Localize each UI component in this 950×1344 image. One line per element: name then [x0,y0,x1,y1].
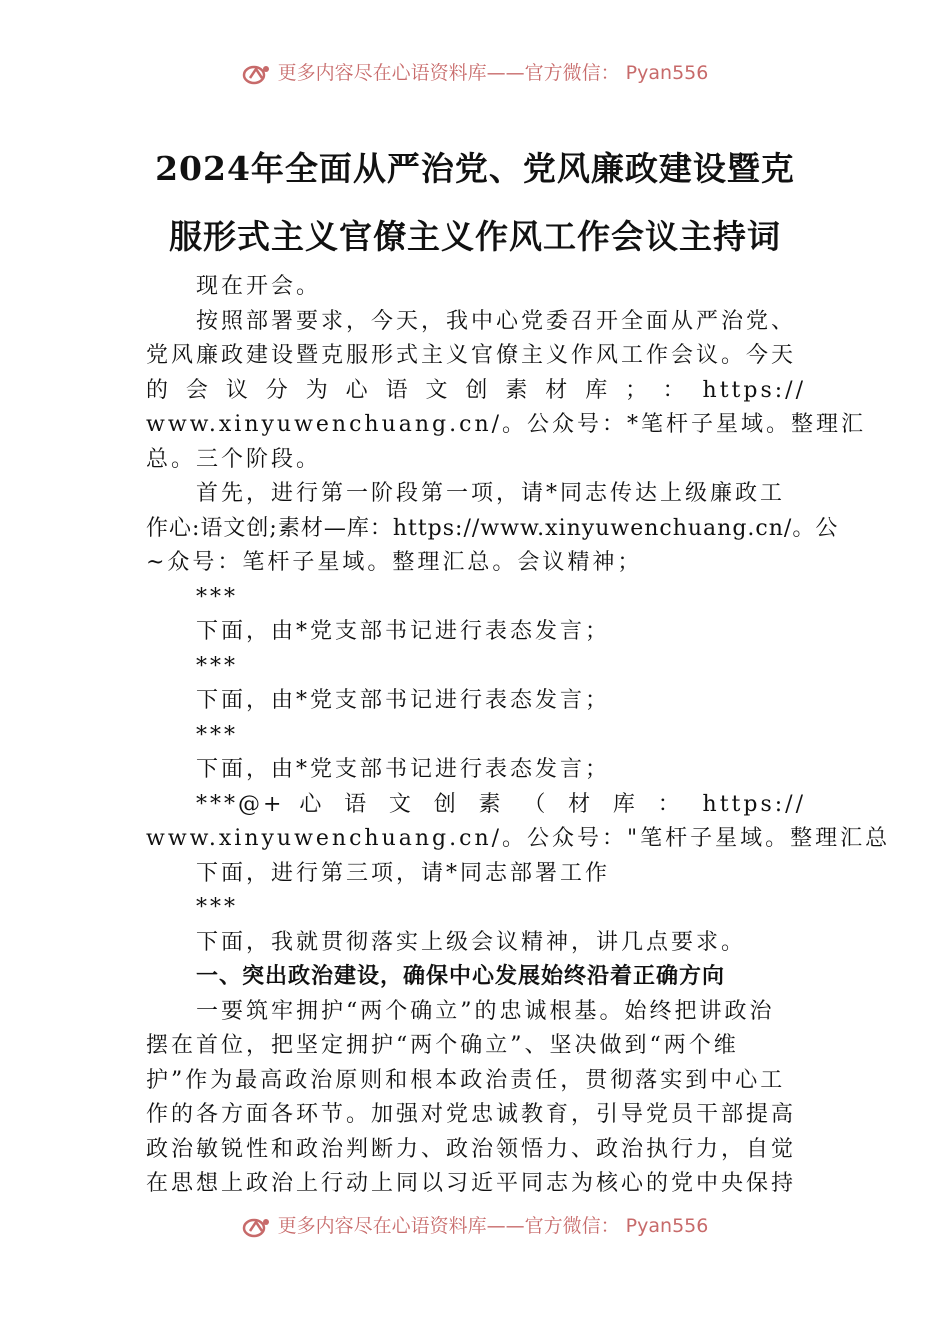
section-heading-1: 一、突出政治建设，确保中心发展始终沿着正确方向 [196,964,726,989]
paragraph-stars: *** [196,895,238,920]
paragraph-open: 现在开会。 [196,274,322,299]
text-line: 党风廉政建设暨克服形式主义官僚主义作风工作会议。今天 [146,343,797,368]
text-line: 在思想上政治上行动上同以习近平同志为核心的党中央保持 [146,1171,797,1196]
paragraph-speech: 下面，由*党支部书记进行表态发言； [196,688,611,713]
paragraph-source [146,788,891,857]
watermark-text: 更多内容尽在心语资料库——官方微信： Pyan556 [277,1215,709,1237]
paragraph-stars: *** [196,722,238,748]
paragraph-stars: *** [196,584,238,610]
document-body [146,270,891,1202]
paragraph-requirements: 下面，我就贯彻落实上级会议精神，讲几点要求。 [196,929,747,955]
text-line: www.xinyuwenchuang.cn/。公众号：*笔杆子星域。整理汇 [146,412,867,437]
logo-icon [242,1216,272,1238]
text-line: 按照部署要求，今天，我中心党委召开全面从严治党、 [196,308,797,334]
document-title-line-1: 2024年全面从严治党、党风廉政建设暨克 [155,149,795,188]
paragraph-agenda [146,305,867,478]
text-line: www.xinyuwenchuang.cn/。公众号："笔杆子星域。整理汇总 [146,826,891,851]
text-line: 护”作为最高政治原则和根本政治责任，贯彻落实到中心工 [146,1067,786,1093]
document-title-line-2: 服形式主义官僚主义作风工作会议主持词 [169,217,781,256]
paragraph-first-item [146,477,839,581]
paragraph-speech: 下面，由*党支部书记进行表态发言； [196,757,611,782]
paragraph-speech: 下面，由*党支部书记进行表态发言； [196,619,611,644]
text-line: 总。三个阶段。 [146,446,322,472]
watermark-bottom [0,1211,950,1241]
text-line: 首先，进行第一阶段第一项，请*同志传达上级廉政工 [196,481,786,506]
text-line: 作心:语文创;素材—库：https://www.xinyuwenchuang.cn/。公 [146,515,839,541]
text-line: 政治敏锐性和政治判断力、政治领悟力、政治执行力，自觉 [146,1136,797,1162]
text-line: 作的各方面各环节。加强对党忠诚教育，引导党员干部提高 [146,1102,797,1127]
watermark-top [0,58,950,88]
paragraph-stars: *** [196,653,238,679]
text-line: 一要筑牢拥护“两个确立”的忠诚根基。始终把讲政治 [196,998,775,1024]
text-line: ***@+ 心 语 文 创 素 （ 材 库 ： https:// [196,791,806,817]
text-line: 的 会 议 分 为 心 语 文 创 素 材 库 ； ： https:// [146,377,806,403]
paragraph-political-loyalty [146,995,806,1202]
text-line: 摆在首位，把坚定拥护“两个确立”、坚决做到“两个维 [146,1033,739,1058]
logo-icon [242,63,272,85]
watermark-text: 更多内容尽在心语资料库——官方微信： Pyan556 [277,62,709,84]
text-line: ~众号：笔杆子星域。整理汇总。会议精神； [146,550,643,575]
paragraph-third-item: 下面，进行第三项，请*同志部署工作 [196,860,611,886]
